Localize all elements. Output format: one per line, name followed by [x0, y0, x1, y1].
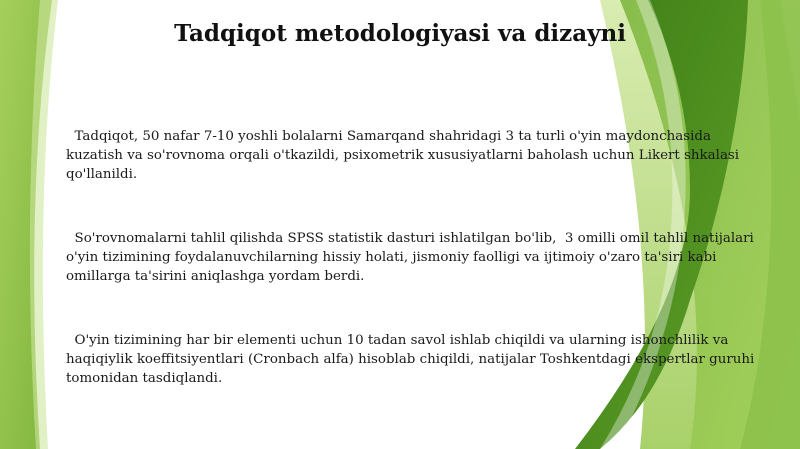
paragraph-analysis: So'rovnomalarni tahlil qilishda SPSS statistik dasturi ishlatilgan bo'lib, 3 omilli omil tahlil natijalari o'yin tizimining foydalanuvchilarning hissiy holati, jismoniy faolligi va ijtimoiy o'zaro ta'siri kabi omillarga ta'sirini aniqlashga yordam berdi.	[66, 231, 759, 284]
paragraph-methodology: Tadqiqot, 50 nafar 7-10 yoshli bolalarni Samarqand shahridagi 3 ta turli o'yin maydonchasida kuzatish va so'rovnoma orqali o'tkazildi, psixometrik xususiyatlarni baholash uchun Likert shkalasi qo'llanildi.	[66, 129, 744, 182]
paragraph-validation: O'yin tizimining har bir elementi uchun 10 tadan savol ishlab chiqildi va ularning ishonchlilik va haqiqiylik koeffitsiyentlari (Cronbach alfa) hisoblab chiqildi, natijalar Toshkentdagi ekspertlar guruhi tomonidan tasdiqlandi.	[66, 333, 759, 386]
slide-title: Tadqiqot metodologiyasi va dizayni	[174, 20, 626, 47]
